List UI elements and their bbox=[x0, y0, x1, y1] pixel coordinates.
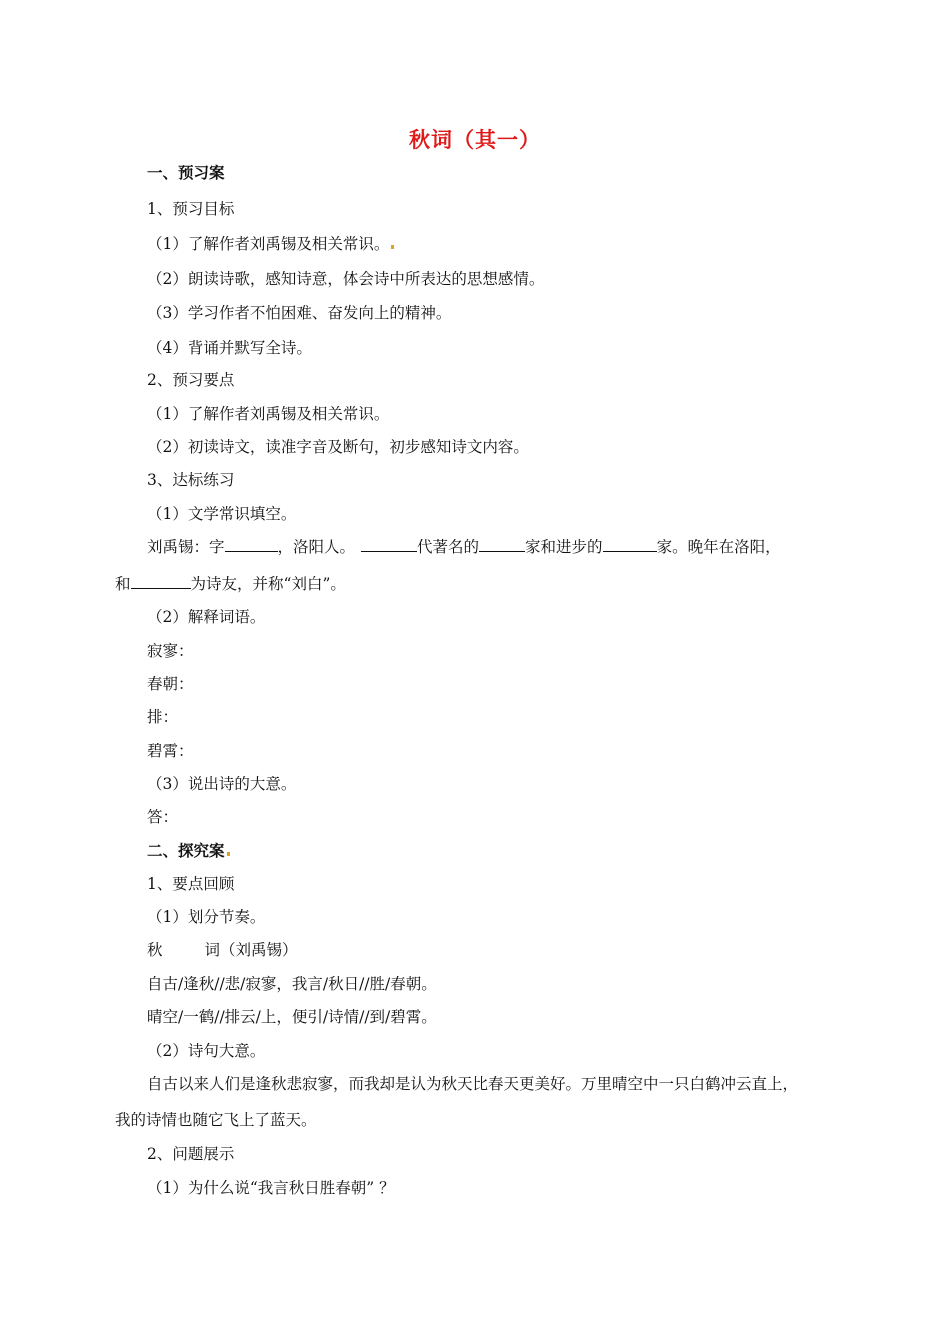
term-bixiao: 碧霄： bbox=[147, 742, 194, 760]
point-item: （1）了解作者刘禹锡及相关常识。 bbox=[147, 405, 390, 423]
practice-1-title: （1）文学常识填空。 bbox=[147, 505, 297, 523]
points-title: 2、预习要点 bbox=[147, 371, 235, 389]
blank-dynasty[interactable] bbox=[361, 537, 417, 552]
poem-line: 晴空/一鹤//排云/上，便引/诗情//到/碧霄。 bbox=[147, 1008, 437, 1026]
term-pai: 排： bbox=[147, 708, 179, 726]
answer-label: 答： bbox=[147, 808, 179, 826]
section-heading-inquiry: 二、探究案 bbox=[147, 841, 230, 861]
goal-item: （2）朗读诗歌，感知诗意，体会诗中所表达的思想感情。 bbox=[147, 270, 545, 288]
poem-title: 秋 词（刘禹锡） bbox=[147, 941, 298, 959]
poem-line: 自古/逢秋//悲/寂寥，我言/秋日//胜/春朝。 bbox=[147, 975, 437, 993]
question-1: （1）为什么说“我言秋日胜春朝” ？ bbox=[147, 1179, 395, 1197]
goal-item: （4）背诵并默写全诗。 bbox=[147, 339, 312, 357]
section-heading-preview: 一、预习案 bbox=[147, 164, 225, 182]
blank-identity-1[interactable] bbox=[479, 537, 525, 552]
rhythm-title: （1）划分节奏。 bbox=[147, 908, 266, 926]
term-chunzhao: 春朝： bbox=[147, 675, 194, 693]
document-title: 秋词（其一） bbox=[409, 128, 541, 152]
meaning-paragraph-line-1: 自古以来人们是逢秋悲寂寥，而我却是认为秋天比春天更美好。万里晴空中一只白鹤冲云直上， bbox=[147, 1075, 799, 1093]
goals-title: 1、预习目标 bbox=[147, 200, 235, 218]
mark-dot bbox=[227, 852, 230, 856]
goal-item: （3）学习作者不怕困难、奋发向上的精神。 bbox=[147, 304, 452, 322]
blank-identity-2[interactable] bbox=[603, 537, 657, 552]
point-item: （2）初读诗文，读准字音及断句，初步感知诗文内容。 bbox=[147, 438, 529, 456]
practice-title: 3、达标练习 bbox=[147, 471, 235, 489]
review-title: 1、要点回顾 bbox=[147, 875, 235, 893]
meaning-paragraph-line-2: 我的诗情也随它飞上了蓝天。 bbox=[115, 1111, 317, 1129]
blank-poet-friend[interactable] bbox=[131, 574, 191, 589]
fill-in-line-1: 刘禹锡：字 ，洛阳人。 代著名的 家和进步的 家。晚年在洛阳， bbox=[147, 538, 781, 556]
questions-title: 2、问题展示 bbox=[147, 1145, 235, 1163]
fill-in-line-2: 和 为诗友，并称“刘白”。 bbox=[115, 575, 346, 593]
practice-3-title: （3）说出诗的大意。 bbox=[147, 775, 297, 793]
meaning-title: （2）诗句大意。 bbox=[147, 1042, 266, 1060]
goal-item: （1）了解作者刘禹锡及相关常识。 bbox=[147, 234, 394, 254]
blank-courtesy-name[interactable] bbox=[225, 537, 269, 552]
mark-dot bbox=[391, 245, 394, 249]
practice-2-title: （2）解释词语。 bbox=[147, 608, 266, 626]
blank-courtesy-name-end[interactable] bbox=[268, 537, 278, 552]
term-jiliao: 寂寥： bbox=[147, 642, 194, 660]
